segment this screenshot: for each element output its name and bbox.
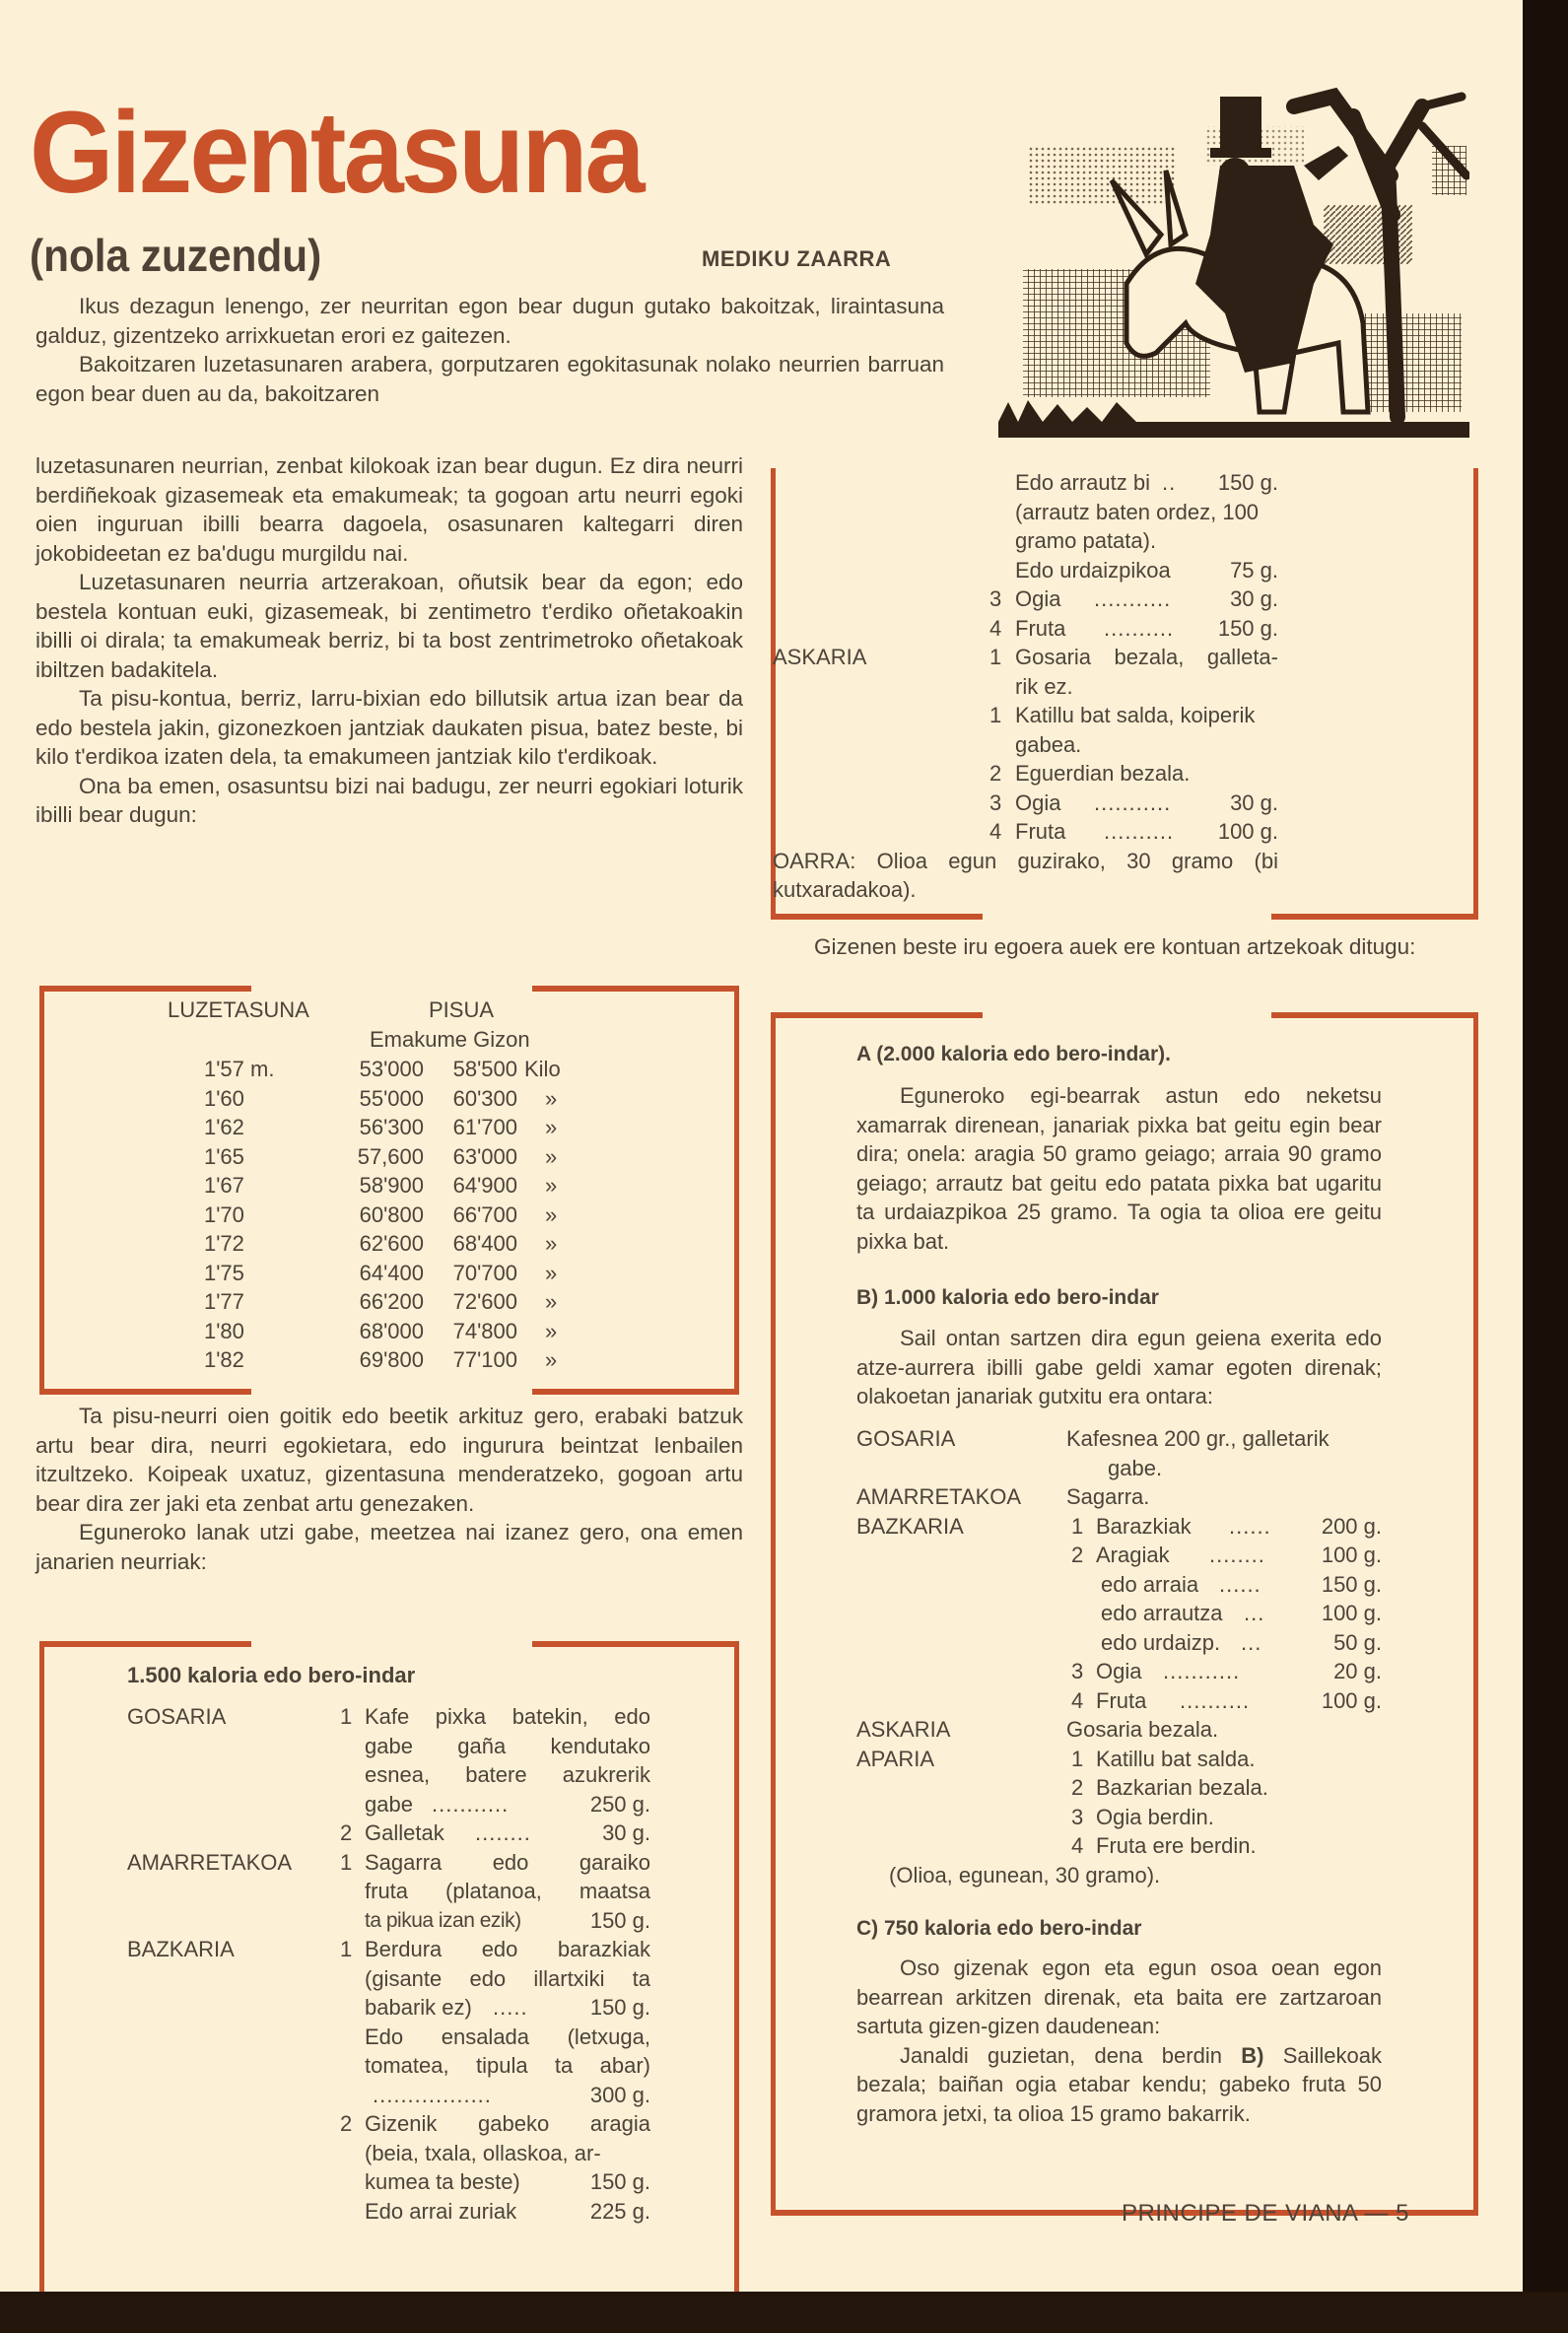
leader-dots: ........... xyxy=(1094,586,1172,611)
variant-c-text2-c: Saillekoak bezala; baiñan ogia etabar kendu; gabeko fruta 50 gramora jetxi, ta olioa 15 gramo bakarrik. xyxy=(856,2042,1382,2126)
variants-intro xyxy=(771,932,1468,962)
intro-p2a-text: Bakoitzaren luzetasunaren arabera, gorputzaren egokitasunak nolako neurrien barruan egon bear duen au da, bakoitzaren xyxy=(35,352,944,406)
item-number: 2 xyxy=(340,1820,353,1845)
item-number: 1 xyxy=(340,1849,353,1875)
item-text: kumea ta beste) xyxy=(365,2169,520,2194)
women-weight-cell: 66'200 xyxy=(359,1289,424,1314)
item-qty: 150 g. xyxy=(1217,615,1278,641)
item-qty: 150 g. xyxy=(589,2169,650,2194)
meal-label-aparia: APARIA xyxy=(856,1746,935,1771)
variant-c-body xyxy=(856,1954,1382,2128)
height-cell: 1'62 xyxy=(204,1115,244,1139)
women-weight-cell: 69'800 xyxy=(359,1347,424,1372)
item-text: rik ez. xyxy=(1015,673,1073,699)
variant-c-text1: Oso gizenak egon eta egun osoa oean egon bearrean arkitzen direnak, eta baita ere zartzaroan sartuta gizen-gizen daudenean: xyxy=(856,1956,1382,2038)
variant-b-text: Sail ontan sartzen dira egun geiena exerita edo atze-aurrera ibilli gabe geldi xamar egoten direnak; olakoetan janariak gutxitu era ontara: xyxy=(856,1326,1382,1408)
middle-p2-text: Eguneroko lanak utzi gabe, meetzea nai izanez gero, ona emen janarien neurriak: xyxy=(35,1520,743,1574)
women-weight-cell: 53'000 xyxy=(359,1057,424,1081)
item-text: edo urdaizp. xyxy=(1101,1629,1221,1655)
variants-box xyxy=(771,1012,1478,2216)
item-qty: 150 g. xyxy=(589,1995,650,2020)
women-weight-cell: 57,600 xyxy=(357,1143,424,1169)
item-qty: 150 g. xyxy=(1217,470,1278,495)
item-qty: 50 g. xyxy=(1333,1629,1382,1655)
item-text: Katillu bat salda. xyxy=(1096,1746,1256,1771)
item-qty: 225 g. xyxy=(589,2198,650,2224)
leader-dots: ........ xyxy=(475,1820,531,1845)
height-cell: 1'77 xyxy=(204,1289,244,1314)
men-weight-cell: 72'600 xyxy=(452,1289,517,1314)
item-text: Kafesnea 200 gr., galletarik xyxy=(1066,1426,1329,1451)
men-weight-cell: 64'900 xyxy=(452,1173,517,1198)
item-text: (arrautz baten ordez, 100 xyxy=(1015,499,1260,524)
men-weight-cell: 68'400 xyxy=(452,1231,517,1256)
article-subtitle: (nola zuzendu) xyxy=(30,230,322,281)
item-text: edo arrautza xyxy=(1101,1601,1223,1625)
item-number: 1 xyxy=(340,1704,353,1729)
item-text: Edo urdaizpikoa xyxy=(1015,557,1171,583)
variant-c-text2-a: Janaldi guzietan, dena berdin xyxy=(900,2042,1242,2068)
item-text: esnea, batere azukrerik xyxy=(365,1762,650,1787)
item-text: Gizenik gabeko aragia xyxy=(365,2111,650,2136)
leader-dots: .......... xyxy=(1180,1687,1251,1713)
col-header-height: LUZETASUNA xyxy=(168,997,309,1022)
item-text: babarik ez) xyxy=(365,1995,472,2020)
unit-cell: » xyxy=(545,1085,558,1111)
article-title: Gizentasuna xyxy=(30,88,643,218)
leader-dots: ........... xyxy=(432,1791,510,1817)
leader-dots: ..... xyxy=(493,1995,528,2020)
item-number: 3 xyxy=(1071,1659,1084,1683)
item-text: Galletak xyxy=(365,1820,444,1845)
unit-cell: » xyxy=(545,1260,558,1285)
weight-table-box xyxy=(39,986,739,1395)
meal-label-gosaria: GOSARIA xyxy=(856,1426,956,1451)
leader-dots: ... xyxy=(1244,1601,1265,1625)
item-text: Kafe pixka batekin, edo xyxy=(365,1704,650,1729)
variant-a-heading: A (2.000 kaloria edo bero-indar). xyxy=(856,1043,1171,1065)
item-text: Edo ensalada (letxuga, xyxy=(365,2024,650,2049)
men-weight-cell: 58'500 xyxy=(452,1057,517,1081)
diet-1500-heading: 1.500 kaloria edo bero-indar xyxy=(127,1663,416,1687)
unit-cell: » xyxy=(545,1289,558,1314)
men-weight-cell: 63'000 xyxy=(452,1143,517,1169)
page-footer: PRINCIPE DE VIANA — 5 xyxy=(1122,2200,1409,2227)
variant-a-body xyxy=(856,1081,1382,1256)
item-qty: 75 g. xyxy=(1230,557,1278,583)
men-weight-cell: 66'700 xyxy=(452,1201,517,1227)
col-subheaders: Emakume Gizon xyxy=(370,1027,530,1052)
item-qty: 200 g. xyxy=(1321,1513,1382,1539)
unit-cell: » xyxy=(545,1318,558,1343)
unit-cell: » xyxy=(545,1347,558,1372)
leader-dots: ...... xyxy=(1219,1571,1261,1597)
variant-b-heading: B) 1.000 kaloria edo bero-indar xyxy=(856,1286,1159,1309)
leader-dots: ... xyxy=(1241,1629,1262,1655)
unit-cell: » xyxy=(545,1231,558,1256)
unit-cell: Kilo xyxy=(524,1057,561,1081)
women-weight-cell: 56'300 xyxy=(359,1115,424,1139)
item-number: 3 xyxy=(989,586,1002,611)
meal-label-bazkaria: BAZKARIA xyxy=(856,1513,964,1539)
item-text: Ogia xyxy=(1096,1659,1142,1683)
item-text: Gosaria bezala. xyxy=(1066,1717,1219,1742)
item-qty: 30 g. xyxy=(602,1820,650,1845)
women-weight-cell: 55'000 xyxy=(359,1085,424,1111)
height-cell: 1'57 m. xyxy=(204,1057,275,1081)
meal-label-amarretakoa: AMARRETAKOA xyxy=(127,1849,293,1875)
item-text: Sagarra edo garaiko xyxy=(365,1849,650,1875)
men-weight-cell: 60'300 xyxy=(452,1085,517,1111)
leader-dots: ................. xyxy=(373,2082,492,2107)
women-weight-cell: 58'900 xyxy=(359,1173,424,1198)
unit-cell: » xyxy=(545,1143,558,1169)
rider-on-donkey-illustration-icon xyxy=(998,87,1469,438)
item-text: Ogia xyxy=(1015,586,1061,611)
meal-label-bazkaria: BAZKARIA xyxy=(127,1937,235,1961)
item-text: Edo arrai zuriak xyxy=(365,2198,517,2224)
men-weight-cell: 74'800 xyxy=(452,1318,517,1343)
leader-dots: ...... xyxy=(1229,1513,1271,1539)
item-qty: 300 g. xyxy=(589,2082,650,2107)
variant-c-heading: C) 750 kaloria edo bero-indar xyxy=(856,1917,1142,1940)
item-text: (beia, txala, ollaskoa, ar- xyxy=(365,2140,601,2165)
item-text: Fruta ere berdin. xyxy=(1096,1833,1257,1858)
item-qty: 100 g. xyxy=(1321,1687,1382,1713)
item-number: 2 xyxy=(1071,1543,1084,1567)
item-qty: 100 g. xyxy=(1321,1601,1382,1625)
height-cell: 1'75 xyxy=(204,1260,244,1285)
diet-1500-continued-box xyxy=(771,468,1478,920)
item-qty: 250 g. xyxy=(589,1791,650,1817)
men-weight-cell: 77'100 xyxy=(452,1347,517,1372)
item-text: Fruta xyxy=(1015,615,1066,641)
unit-cell: » xyxy=(545,1115,558,1139)
item-text: fruta (platanoa, maatsa xyxy=(365,1879,650,1903)
note-oil-line1: OARRA: Olioa egun guzirako, 30 gramo (bi xyxy=(773,848,1278,873)
men-weight-cell: 61'700 xyxy=(452,1115,517,1139)
item-text: Katillu bat salda, koiperik xyxy=(1015,703,1256,727)
item-number: 2 xyxy=(340,2111,353,2136)
women-weight-cell: 60'800 xyxy=(359,1201,424,1227)
height-cell: 1'70 xyxy=(204,1201,244,1227)
item-number: 4 xyxy=(989,819,1002,844)
variant-a-text: Eguneroko egi-bearrak astun edo neketsu xamarrak direnean, janariak pixka bat geitu egin bear dira; onela: aragia 50 gramo geiago; arraia 90 gramo geiago; arrautz bat geitu edo patata pixka bat ugaritu ta urdaiazpikoa 25 gramo. Ta ogia ta olioa ere geitu pixka bat. xyxy=(856,1083,1382,1254)
author-byline: MEDIKU ZAARRA xyxy=(702,246,892,271)
intro-left-column xyxy=(35,451,743,830)
variant-c-text2-b: B) xyxy=(1241,2042,1264,2068)
b-oil-note: (Olioa, egunean, 30 gramo). xyxy=(889,1862,1161,1887)
unit-cell: » xyxy=(545,1201,558,1227)
leader-dots: ........... xyxy=(1163,1659,1241,1683)
item-text: ta pikua izan ezik) xyxy=(365,1908,521,1932)
item-text: gabe. xyxy=(1108,1455,1163,1480)
item-text: (gisante edo illartxiki ta xyxy=(365,1965,650,1991)
note-oil-line2: kutxaradakoa). xyxy=(773,877,917,902)
item-text: Aragiak xyxy=(1096,1543,1170,1567)
item-qty: 100 g. xyxy=(1217,819,1278,844)
height-cell: 1'60 xyxy=(204,1085,244,1111)
meal-label-gosaria: GOSARIA xyxy=(127,1704,227,1729)
diet-1500-box xyxy=(39,1641,739,2292)
height-cell: 1'67 xyxy=(204,1173,244,1198)
leader-dots: ........ xyxy=(1209,1543,1265,1567)
item-text: gabe gaña kendutako xyxy=(365,1733,650,1758)
scan-edge-bottom xyxy=(0,2292,1568,2333)
meal-label-askaria: ASKARIA xyxy=(856,1717,951,1742)
item-number: 4 xyxy=(1071,1833,1084,1858)
variant-b-body xyxy=(856,1324,1382,1411)
item-number: 4 xyxy=(989,615,1002,641)
variant-c-text2 xyxy=(856,2041,1382,2129)
item-text: Bazkarian bezala. xyxy=(1096,1775,1268,1800)
item-text: Gosaria bezala, galleta- xyxy=(1015,645,1278,669)
item-number: 1 xyxy=(340,1937,353,1961)
item-number: 2 xyxy=(989,761,1002,786)
col-header-weight: PISUA xyxy=(429,997,495,1022)
intro-p5-text: Ona ba emen, osasuntsu bizi nai badugu, zer neurri egokiari loturik ibilli bear dugun: xyxy=(35,773,743,827)
leader-dots: ........... xyxy=(1094,789,1172,815)
item-qty: 30 g. xyxy=(1230,586,1278,611)
item-text: Sagarra. xyxy=(1066,1484,1150,1509)
item-number: 3 xyxy=(989,789,1002,815)
item-text: Fruta xyxy=(1015,819,1066,844)
intro-p1-text: Ikus dezagun lenengo, zer neurritan egon bear dugun gutako bakoitzak, liraintasuna galduz, gizentzeko arrixkuetan erori ez gaitezen. xyxy=(35,294,944,348)
item-number: 1 xyxy=(1071,1513,1084,1539)
leader-dots: .......... xyxy=(1104,819,1175,844)
item-qty: 150 g. xyxy=(1321,1571,1382,1597)
variants-intro-text: Gizenen beste iru egoera auek ere kontuan artzekoak ditugu: xyxy=(814,934,1416,959)
height-cell: 1'72 xyxy=(204,1231,244,1256)
meal-label-amarretakoa: AMARRETAKOA xyxy=(856,1484,1022,1509)
item-qty: 20 g. xyxy=(1333,1659,1382,1683)
item-number: 1 xyxy=(989,645,1002,669)
item-text: Fruta xyxy=(1096,1687,1147,1713)
women-weight-cell: 62'600 xyxy=(359,1231,424,1256)
item-text: Eguerdian bezala. xyxy=(1015,761,1191,786)
women-weight-cell: 68'000 xyxy=(359,1318,424,1343)
meal-label-askaria: ASKARIA xyxy=(773,645,867,669)
intro-paragraph-1 xyxy=(35,292,944,408)
unit-cell: » xyxy=(545,1173,558,1198)
item-text: gramo patata). xyxy=(1015,528,1157,553)
item-qty: 100 g. xyxy=(1321,1543,1382,1567)
leader-dots: .. xyxy=(1162,470,1177,495)
item-text: Ogia berdin. xyxy=(1096,1804,1214,1829)
height-cell: 1'82 xyxy=(204,1347,244,1372)
item-text: edo arraia xyxy=(1101,1571,1199,1597)
intro-p2b-text: luzetasunaren neurrian, zenbat kilokoak izan bear dugun. Ez dira neurri berdiñekoak gizasemeak eta emakumeak; ta gogoan artu neurri egoki oien inguruan ibilli bearra dagoela, osasunaren kaltegarri diren jokobideetan ez ba'dugu murgildu nai. xyxy=(35,453,743,566)
item-text: Edo arrautz bi xyxy=(1015,470,1150,495)
item-text: Berdura edo barazkiak xyxy=(365,1937,650,1961)
leader-dots: .......... xyxy=(1104,615,1175,641)
item-text: Ogia xyxy=(1015,789,1061,815)
height-cell: 1'80 xyxy=(204,1318,244,1343)
item-text: tomatea, tipula ta abar) xyxy=(365,2053,650,2078)
item-number: 1 xyxy=(989,703,1002,727)
middle-p1-text: Ta pisu-neurri oien goitik edo beetik arkituz gero, erabaki batzuk artu bear dira, neurri egokietara, edo ingurura beintzat lenbailen itzultzeko. Koipeak uxatuz, gizentasuna menderatzeko, gogoan artu bear dira zer jaki eta zenbat artu genezaken. xyxy=(35,1404,743,1516)
intro-p4-text: Ta pisu-kontua, berriz, larru-bixian edo billutsik artua izan bear da edo bestela jakin, gizonezkoen jantziak daukaten pisua, batez beste, bi kilo t'erdikoa izaten dela, ta emakumeen jantziak kilo t'erdikoak. xyxy=(35,686,743,769)
men-weight-cell: 70'700 xyxy=(452,1260,517,1285)
item-text: gabea. xyxy=(1015,731,1082,757)
item-number: 3 xyxy=(1071,1804,1084,1829)
scan-edge-right xyxy=(1523,0,1568,2333)
item-qty: 150 g. xyxy=(589,1907,650,1933)
item-number: 4 xyxy=(1071,1687,1084,1713)
middle-paragraphs xyxy=(35,1402,743,1576)
item-number: 2 xyxy=(1071,1775,1084,1800)
height-cell: 1'65 xyxy=(204,1143,244,1169)
intro-p3-text: Luzetasunaren neurria artzerakoan, oñutsik bear da egon; edo bestela kontuan euki, gizasemeak, bi zentimetro t'erdiko oñetakoakin ibilli oi dirala; ta emakumeak berriz, bi ta bost zentrimetroko oñetakoak ibiltzen badakitela. xyxy=(35,570,743,682)
item-text: Barazkiak xyxy=(1096,1513,1192,1539)
item-number: 1 xyxy=(1071,1746,1084,1771)
women-weight-cell: 64'400 xyxy=(359,1260,424,1285)
item-text: gabe xyxy=(365,1791,413,1817)
item-qty: 30 g. xyxy=(1230,789,1278,815)
